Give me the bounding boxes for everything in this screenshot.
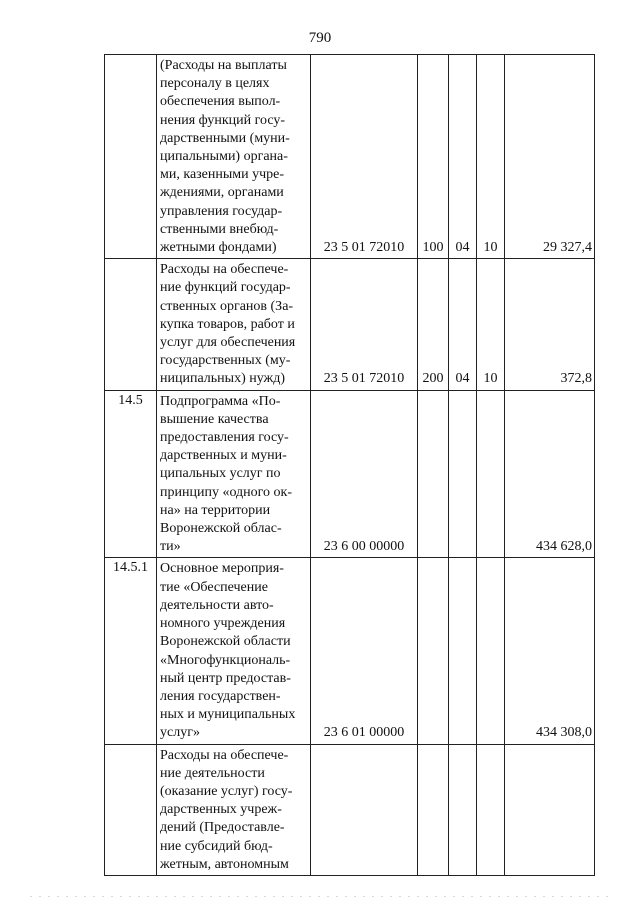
row-name-line: на» на территории [160,502,271,518]
row-name-line: Подпрограмма «По- [160,393,281,409]
target-article-code-cell: 23 5 01 72010 [311,55,418,259]
row-name-line: ти» [160,539,181,555]
target-article-code-cell [311,744,418,875]
row-name-line: жетными фондами) [160,240,277,256]
row-name-line: дарственных и муни- [160,448,287,464]
row-number-cell: 14.5.1 [105,558,157,744]
subsection-cell [477,558,505,744]
row-name-line: вышение качества [160,411,269,427]
row-number-cell [105,55,157,259]
subsection-cell: 10 [477,259,505,390]
row-name-line: тие «Обеспечение [160,579,268,595]
expense-type-cell: 200 [418,259,449,390]
row-name-line: Расходы на обеспече- [160,747,289,763]
section-cell [449,744,477,875]
budget-table [104,54,595,876]
target-article-code-cell: 23 6 00 00000 [311,390,418,558]
row-name-line: нения функций госу- [160,112,286,128]
row-name-line: ждениями, органами [160,185,284,201]
row-name-cell [157,744,311,875]
expense-type-cell [418,744,449,875]
expense-type-cell [418,558,449,744]
amount-cell: 372,8 [505,259,595,390]
amount-cell: 29 327,4 [505,55,595,259]
row-name-line: Расходы на обеспече- [160,262,289,278]
row-name-cell [157,390,311,558]
subsection-cell: 10 [477,55,505,259]
row-name-line: персоналу в целях [160,76,270,92]
row-name-line: ных и муниципальных [160,707,296,723]
row-name-line: Воронежской облас- [160,521,282,537]
amount-cell [505,744,595,875]
scan-noise-line [30,896,610,897]
table-row [105,558,595,744]
expense-type-cell: 100 [418,55,449,259]
row-name-line: номного учреждения [160,616,286,632]
row-number-cell: 14.5 [105,390,157,558]
row-name-line: принципу «одного ок- [160,484,293,500]
expense-type-cell [418,390,449,558]
row-name-line: ственных органов (За- [160,298,294,314]
section-cell [449,390,477,558]
table-row [105,55,595,259]
row-name-cell [157,55,311,259]
section-cell [449,558,477,744]
row-name-line: ние субсидий бюд- [160,838,273,854]
amount-cell: 434 308,0 [505,558,595,744]
row-name-line: ние функций государ- [160,280,291,296]
row-name-cell [157,259,311,390]
subsection-cell [477,390,505,558]
row-name-line: ципальными) органа- [160,149,288,165]
row-name-line: жетным, автономным [160,856,289,872]
section-cell: 04 [449,259,477,390]
row-name-line: Воронежской области [160,634,291,650]
row-name-line: ниципальных) нужд) [160,371,285,387]
row-name-line: ления государствен- [160,688,281,704]
row-name-line: предоставления госу- [160,430,289,446]
row-name-line: Основное мероприя- [160,561,284,577]
row-name-line: ственными внебюд- [160,221,279,237]
row-name-cell [157,558,311,744]
row-name-line: (оказание услуг) госу- [160,783,293,799]
row-name-line: ние деятельности [160,765,265,781]
row-name-line: дарственными (муни- [160,130,290,146]
table-row [105,390,595,558]
row-name-line: ми, казенными учре- [160,167,285,183]
budget-table-body [105,55,595,876]
row-name-line: государственных (му- [160,353,291,369]
row-name-line: деятельности авто- [160,597,274,613]
section-cell: 04 [449,55,477,259]
row-number-cell [105,259,157,390]
row-name-line: купка товаров, работ и [160,316,295,332]
row-number-cell [105,744,157,875]
subsection-cell [477,744,505,875]
row-name-line: управления государ- [160,203,283,219]
row-name-line: ципальных услуг по [160,466,281,482]
amount-cell: 434 628,0 [505,390,595,558]
row-name-line: ный центр предостав- [160,670,291,686]
row-name-line: дарственных учреж- [160,802,282,818]
page-number: 790 [308,30,332,46]
row-name-line: (Расходы на выплаты [160,58,287,73]
row-name-line: «Многофункциональ- [160,652,291,668]
target-article-code-cell: 23 6 01 00000 [311,558,418,744]
row-name-line: обеспечения выпол- [160,94,281,110]
table-row [105,259,595,390]
table-row [105,744,595,875]
row-name-line: услуг» [160,725,200,741]
target-article-code-cell: 23 5 01 72010 [311,259,418,390]
row-name-line: услуг для обеспечения [160,335,296,351]
row-name-line: дений (Предоставле- [160,820,285,836]
